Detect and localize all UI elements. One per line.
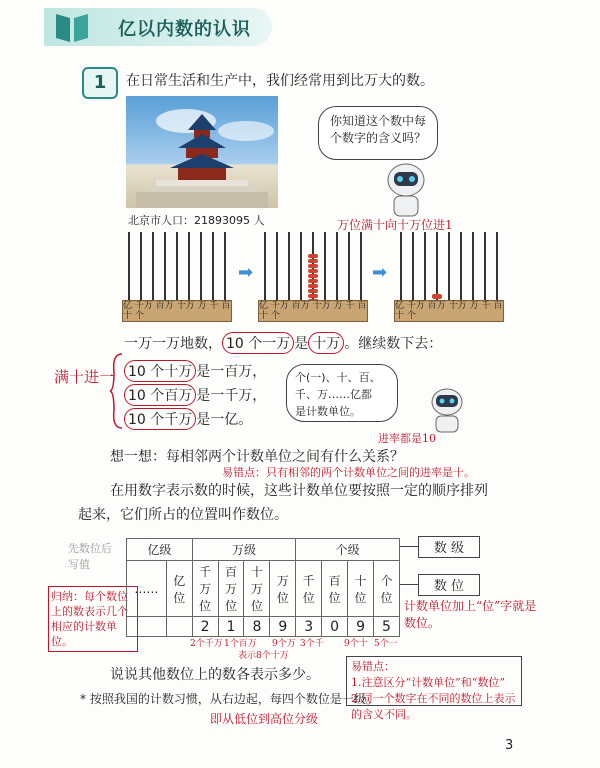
from-low-note: 即从低位到高位分级 bbox=[210, 712, 319, 726]
footnote: * 按照我国的计数习惯，从右边起，每四个数位是一级。 bbox=[80, 692, 378, 706]
abacus-base: 亿 千万 百万 十万 万 千 百 十 个 bbox=[395, 301, 503, 321]
meaning-note: 1个百万 bbox=[224, 639, 257, 649]
easy-wrong-box: 易错点： 1.注意区分“计数单位”和“数位” 2.同一个数字在不同的数位上表示的含义不同。 bbox=[346, 656, 522, 706]
arrow-right-icon: ➡ bbox=[372, 262, 388, 283]
photo-caption: 北京市人口：21893095 人 bbox=[128, 214, 265, 227]
digit-cell: 3 bbox=[296, 617, 322, 637]
counting-line-1: 一万一万地数， 10 个一万 是 十万 。继续数下去： bbox=[124, 332, 442, 354]
meaning-note: 9个万 bbox=[272, 639, 296, 649]
brace-icon bbox=[108, 352, 124, 430]
meaning-note: 5个一 bbox=[374, 639, 398, 649]
robot-icon bbox=[378, 160, 434, 220]
bubble-line: 你知道这个数中每 bbox=[329, 114, 426, 128]
place-cell: 百 位 bbox=[322, 561, 348, 617]
place-cell: 十 万 位 bbox=[244, 561, 270, 617]
grade-yi: 亿级 bbox=[127, 539, 193, 561]
counting-line-4: 10 个千万 是一亿。 bbox=[124, 408, 252, 430]
place-cell: 千 万 位 bbox=[192, 561, 218, 617]
meaning-note: 9个十 bbox=[344, 639, 368, 649]
arrow-right-icon: ➡ bbox=[238, 262, 254, 283]
digit-cell bbox=[166, 617, 192, 637]
meaning-note: 3个千 bbox=[300, 639, 324, 649]
place-cell: 个 位 bbox=[374, 561, 400, 617]
question-bubble bbox=[318, 106, 438, 160]
digit-cell: 8 bbox=[244, 617, 270, 637]
counting-line-2: 10 个十万 是一百万， bbox=[124, 360, 266, 382]
meaning-note: 2个千万 bbox=[190, 639, 223, 649]
place-cell: 十 位 bbox=[348, 561, 374, 617]
abacus-2 bbox=[258, 232, 368, 322]
place-label: 数 位 bbox=[418, 574, 480, 596]
temple-photo bbox=[126, 96, 278, 208]
margin-note: 先数位后写值 bbox=[68, 542, 112, 571]
place-cell: 万 位 bbox=[270, 561, 296, 617]
place-cell: 千 位 bbox=[296, 561, 322, 617]
place-value-table bbox=[126, 538, 400, 637]
digit-cell: 9 bbox=[270, 617, 296, 637]
digit-cell: 0 bbox=[322, 617, 348, 637]
intro-text: 在日常生活和生产中，我们经常用到比万大的数。 bbox=[126, 73, 434, 89]
page-title: 亿以内数的认识 bbox=[118, 19, 251, 40]
counting-line-3: 10 个百万 是一千万， bbox=[124, 384, 266, 406]
digit-cell: 5 bbox=[374, 617, 400, 637]
place-cell: 百 万 位 bbox=[218, 561, 244, 617]
table-dots: …… bbox=[127, 561, 167, 617]
abacus-1 bbox=[122, 232, 232, 322]
abacus-note: 万位满十向十万位进1 bbox=[337, 218, 453, 232]
meaning-note: 表示8个十万 bbox=[238, 651, 289, 661]
page-number: 3 bbox=[505, 738, 514, 753]
paragraph-line-2: 起来，它们所占的位置叫作数位。 bbox=[78, 507, 288, 523]
abacus-base: 亿 千万 百万 十万 万 千 百 十 个 bbox=[259, 301, 367, 321]
grade-ge: 个级 bbox=[296, 539, 400, 561]
paragraph-line-1: 在用数字表示数的时候，这些计数单位要按照一定的顺序排列 bbox=[110, 483, 488, 499]
units-bubble: 个(一)、十、百、 千、万……亿都 是计数单位。 bbox=[286, 364, 398, 422]
connector-line bbox=[400, 584, 418, 585]
digit-cell: 2 bbox=[192, 617, 218, 637]
section-number: 1 bbox=[82, 67, 118, 99]
abacus-beads bbox=[308, 254, 318, 304]
grade-wan: 万级 bbox=[192, 539, 296, 561]
think-line: 想一想：每相邻两个计数单位之间有什么关系？ bbox=[110, 449, 404, 465]
grade-label: 数 级 bbox=[418, 536, 480, 558]
man-jin-yi-note: 满十进一 bbox=[54, 368, 115, 386]
summary-box: 归纳：每个数位上的数表示几个相应的计数单位。 bbox=[48, 586, 138, 652]
jin-lv-note: 进率都是10 bbox=[378, 432, 436, 445]
digit-cell: 1 bbox=[218, 617, 244, 637]
temple-illustration bbox=[126, 96, 278, 208]
digit-cell: 9 bbox=[348, 617, 374, 637]
place-cell: 亿 位 bbox=[166, 561, 192, 617]
abacus-3 bbox=[394, 232, 504, 322]
digit-place-note: 计数单位加上“位”字就是数位。 bbox=[404, 599, 537, 630]
book-icon bbox=[52, 10, 92, 44]
other-places-line: 说说其他数位上的数各表示多少。 bbox=[110, 667, 320, 683]
abacus-base: 亿 千万 百万 十万 万 千 百 十 个 bbox=[123, 301, 231, 321]
bubble-line: 个数字的含义吗？ bbox=[329, 131, 426, 145]
connector-line bbox=[400, 546, 418, 547]
robot-icon bbox=[424, 386, 470, 436]
easy-wrong-note: 易错点：只有相邻的两个计数单位之间的进率是十。 bbox=[222, 466, 475, 479]
